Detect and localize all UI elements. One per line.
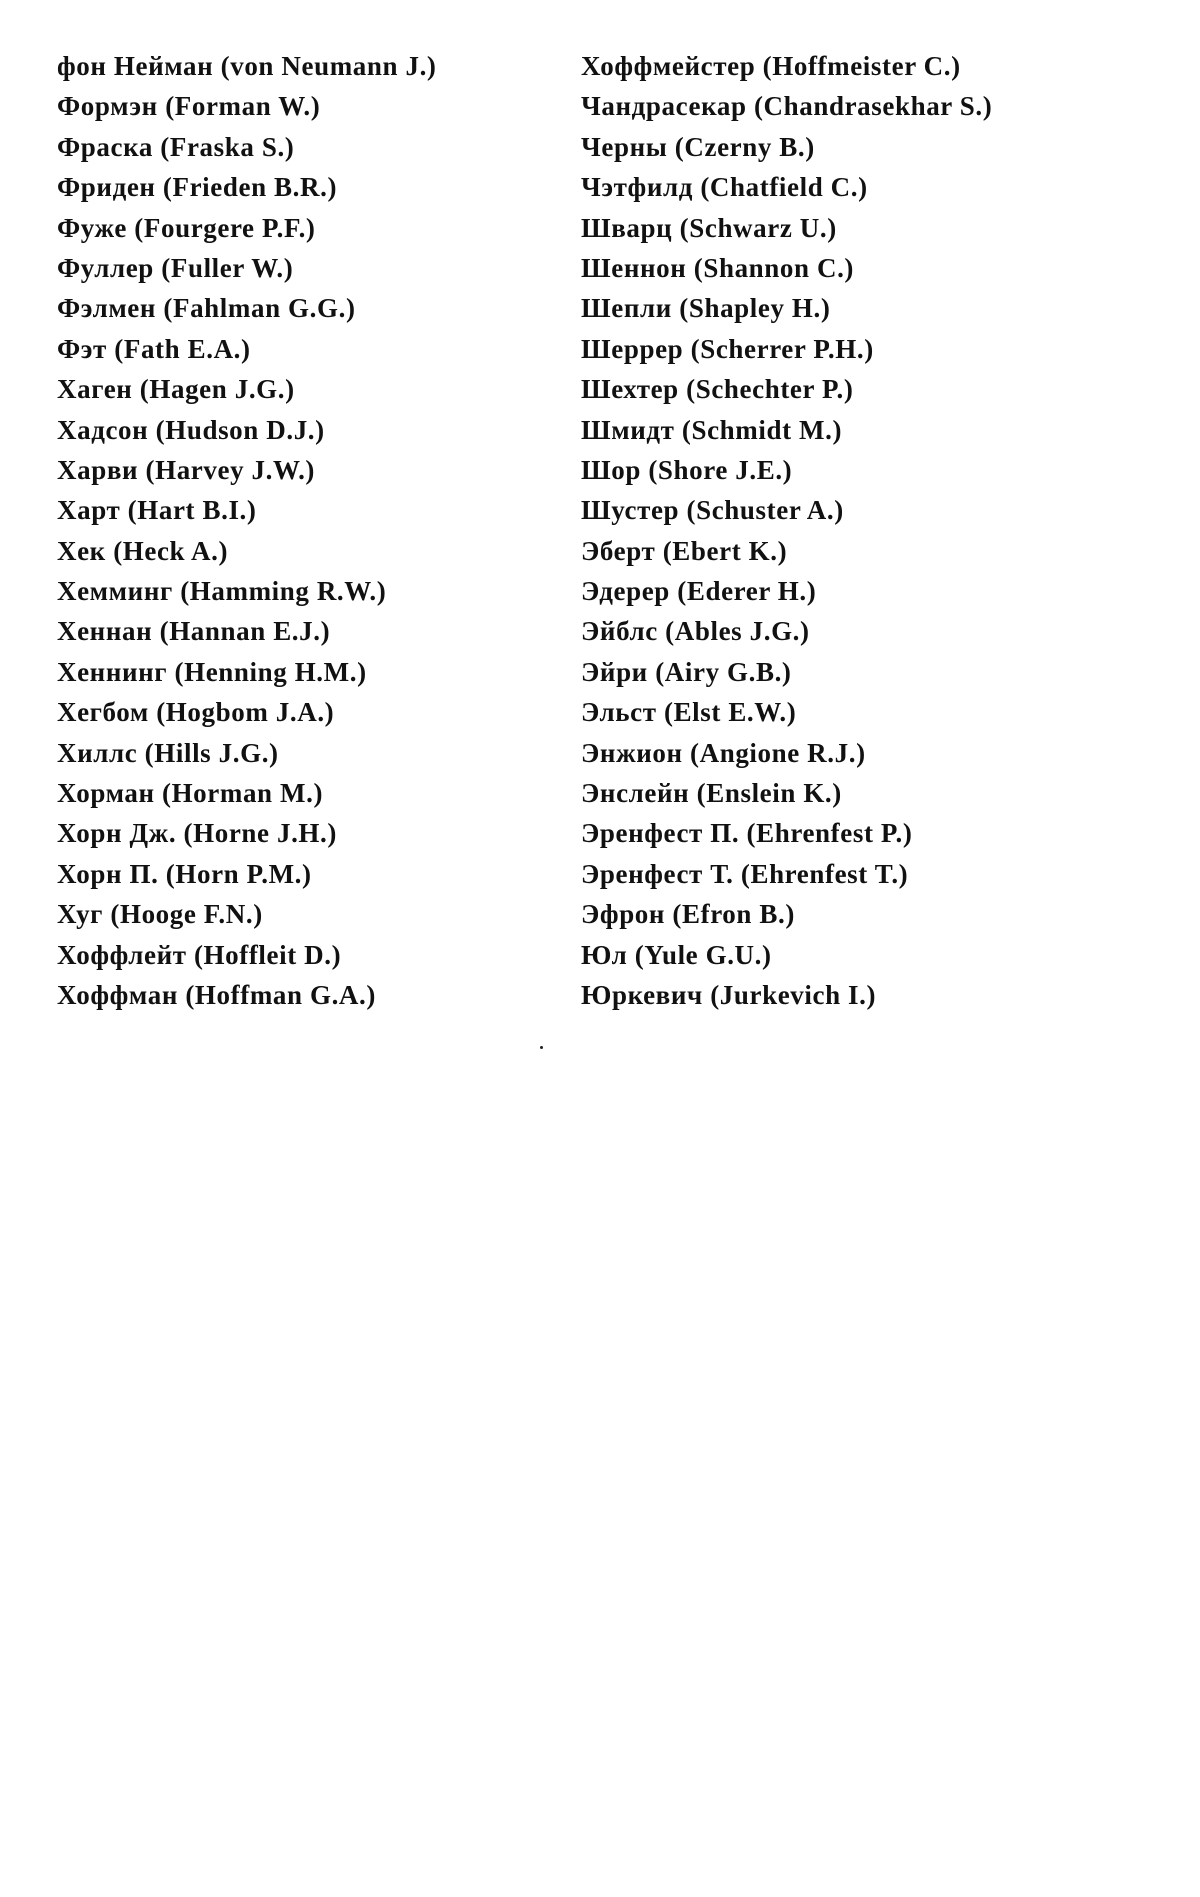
index-entry: Эйблс (Ables J.G.): [581, 616, 810, 647]
index-entry: Харт (Hart B.I.): [57, 495, 257, 526]
index-entry: Хорман (Horman M.): [57, 778, 324, 809]
index-entry: Чэтфилд (Chatfield C.): [581, 172, 868, 203]
index-entry: Хиллс (Hills J.G.): [57, 737, 279, 768]
index-entry: Энслейн (Enslein K.): [581, 778, 842, 809]
index-entry: Хоффман (Hoffman G.A.): [57, 979, 376, 1010]
index-entry: Шехтер (Schechter P.): [581, 374, 854, 405]
index-entry: Фриден (Frieden B.R.): [57, 172, 338, 203]
index-entry: Эльст (Elst E.W.): [581, 697, 797, 728]
name-index-right-column: [581, 46, 992, 1015]
index-entry: Хадсон (Hudson D.J.): [57, 414, 325, 445]
index-entry: Эберт (Ebert K.): [581, 535, 788, 566]
index-entry: Юркевич (Jurkevich I.): [581, 979, 877, 1010]
index-entry: Чандрасекар (Chandrasekhar S.): [581, 91, 993, 122]
index-entry: фон Нейман (von Neumann J.): [57, 51, 437, 81]
index-entry: Хемминг (Hamming R.W.): [57, 576, 387, 607]
index-entry: Шеррер (Scherrer P.H.): [581, 333, 874, 364]
index-entry: Шварц (Schwarz U.): [581, 212, 837, 243]
index-entry: Хегбом (Hogbom J.A.): [57, 697, 335, 728]
index-entry: Хуг (Hooge F.N.): [57, 899, 263, 930]
index-entry: Эдерер (Ederer H.): [581, 576, 817, 607]
index-entry: Фэт (Fath E.A.): [57, 333, 251, 364]
index-entry: Хоффлейт (Hoffleit D.): [57, 939, 342, 970]
index-entry: Эйри (Airy G.B.): [581, 656, 792, 687]
index-entry: Харви (Harvey J.W.): [57, 454, 316, 485]
index-entry: Формэн (Forman W.): [57, 91, 321, 122]
index-entry: Шор (Shore J.E.): [581, 454, 793, 485]
index-entry: Хеннан (Hannan E.J.): [57, 616, 331, 647]
index-entry: Фуллер (Fuller W.): [57, 252, 294, 283]
index-entry: Эренфест П. (Ehrenfest P.): [581, 818, 913, 849]
index-entry: Фраска (Fraska S.): [57, 131, 295, 162]
index-entry: Хаген (Hagen J.G.): [57, 374, 295, 405]
index-entry: Хеннинг (Henning H.M.): [57, 656, 367, 687]
index-entry: Шепли (Shapley H.): [581, 293, 831, 324]
index-entry: Шмидт (Schmidt M.): [581, 414, 843, 445]
index-entry: Энжион (Angione R.J.): [581, 737, 866, 768]
index-entry: Черны (Czerny B.): [581, 131, 815, 162]
index-entry: Эренфест Т. (Ehrenfest T.): [581, 858, 909, 889]
index-entry: Шустер (Schuster A.): [581, 495, 844, 526]
stray-dot-mark: [540, 1046, 543, 1049]
index-entry: Эфрон (Efron B.): [581, 899, 795, 930]
index-entry: Хек (Heck A.): [57, 535, 229, 566]
index-entry: Хорн Дж. (Horne J.H.): [57, 818, 337, 849]
name-index-left-column: [57, 46, 437, 1015]
index-entry: Шеннон (Shannon C.): [581, 252, 855, 283]
index-entry: Фэлмен (Fahlman G.G.): [57, 293, 356, 324]
index-entry: Юл (Yule G.U.): [581, 939, 772, 970]
index-entry: Фуже (Fourgere P.F.): [57, 212, 316, 243]
index-entry: Хорн П. (Horn P.M.): [57, 858, 312, 889]
index-entry: Хоффмейстер (Hoffmeister C.): [581, 51, 961, 81]
